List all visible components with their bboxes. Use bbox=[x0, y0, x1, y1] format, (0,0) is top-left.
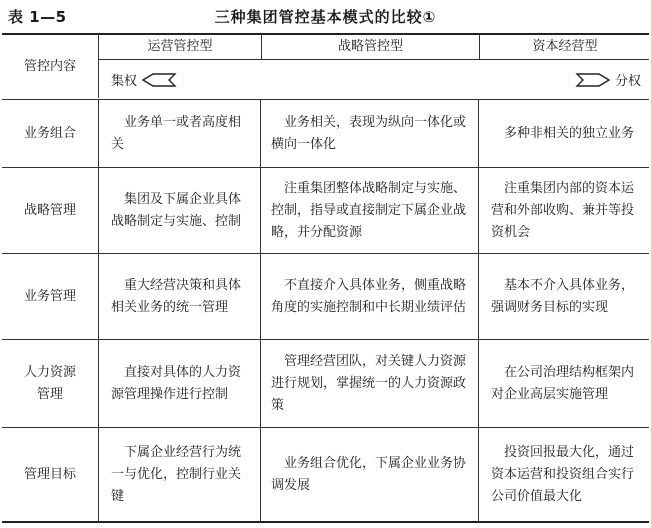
cell-text: 注重集团整体战略制定与实施、控制，指导或直接制定下属企业战略，并分配资源 bbox=[271, 180, 467, 240]
left-arrow-icon bbox=[141, 72, 177, 88]
table-row bbox=[2, 253, 649, 339]
strategic-cell bbox=[260, 168, 478, 253]
row-label: 业务组合 bbox=[23, 125, 76, 141]
operational-cell bbox=[98, 254, 260, 339]
row-label: 管理目标 bbox=[23, 466, 76, 482]
operational-cell bbox=[98, 340, 260, 427]
capital-cell bbox=[478, 254, 649, 339]
table-caption bbox=[0, 0, 651, 32]
capital-cell bbox=[478, 340, 649, 427]
decentralization-indicator bbox=[575, 70, 641, 89]
decentralization-label: 分权 bbox=[614, 74, 641, 89]
cell-text: 管理经营团队，对关键人力资源进行规划，掌握统一的人力资源政策 bbox=[271, 353, 467, 413]
centralization-indicator bbox=[111, 70, 177, 89]
table-row bbox=[2, 99, 649, 167]
table-row bbox=[2, 339, 649, 427]
operational-cell bbox=[98, 100, 260, 167]
cell-text: 不直接介入具体业务，侧重战略角度的实施控制和中长期业绩评估 bbox=[271, 277, 467, 315]
strategic-cell bbox=[260, 100, 478, 167]
column-header-capital: 资本经营型 bbox=[479, 35, 650, 59]
right-arrow-icon bbox=[575, 72, 611, 88]
cell-text: 多种非相关的独立业务 bbox=[504, 125, 635, 141]
cell-text: 重大经营决策和具体相关业务的统一管理 bbox=[111, 277, 242, 315]
table-number: 表 1—5 bbox=[8, 8, 67, 26]
cell-text: 直接对具体的人力资源管理操作进行控制 bbox=[111, 364, 242, 402]
operational-cell bbox=[98, 168, 260, 253]
cell-text: 业务相关，表现为纵向一体化或横向一体化 bbox=[271, 114, 467, 152]
cell-text: 投资回报最大化，通过资本运营和投资组合实行公司价值最大化 bbox=[491, 444, 635, 504]
table-row bbox=[2, 427, 649, 521]
cell-text: 注重集团内部的资本运营和外部收购、兼并等投资机会 bbox=[491, 180, 635, 240]
strategic-cell bbox=[260, 340, 478, 427]
centralization-label: 集权 bbox=[111, 74, 138, 89]
cell-text: 集团及下属企业具体战略制定与实施、控制 bbox=[111, 191, 242, 229]
cell-text: 基本不介入具体业务，强调财务目标的实现 bbox=[491, 277, 635, 315]
cell-text: 业务单一或者高度相关 bbox=[111, 114, 242, 152]
column-header-operational: 运营管控型 bbox=[147, 39, 213, 54]
table-title: 三种集团管控基本模式的比较① bbox=[214, 8, 437, 26]
row-label: 战略管理 bbox=[23, 202, 76, 218]
header-row-label: 管控内容 bbox=[23, 59, 76, 74]
row-label: 业务管理 bbox=[23, 288, 76, 304]
column-header-strategic: 战略管控型 bbox=[261, 35, 479, 59]
table-row bbox=[2, 167, 649, 253]
comparison-table bbox=[2, 33, 649, 523]
row-label bbox=[2, 340, 98, 427]
cell-text: 在公司治理结构框架内对企业高层实施管理 bbox=[491, 364, 635, 402]
header-columns bbox=[98, 35, 649, 59]
row-label-text: 人力资源管理 bbox=[23, 364, 76, 402]
capital-cell bbox=[478, 428, 649, 521]
cell-text: 下属企业经营行为统一与优化，控制行业关键 bbox=[111, 444, 242, 504]
centralization-scale bbox=[98, 60, 649, 98]
capital-cell bbox=[478, 100, 649, 167]
cell-text: 业务组合优化，下属企业业务协调发展 bbox=[271, 455, 467, 493]
header-row bbox=[2, 35, 649, 99]
strategic-cell bbox=[260, 428, 478, 521]
operational-cell bbox=[98, 428, 260, 521]
strategic-cell bbox=[260, 254, 478, 339]
capital-cell bbox=[478, 168, 649, 253]
